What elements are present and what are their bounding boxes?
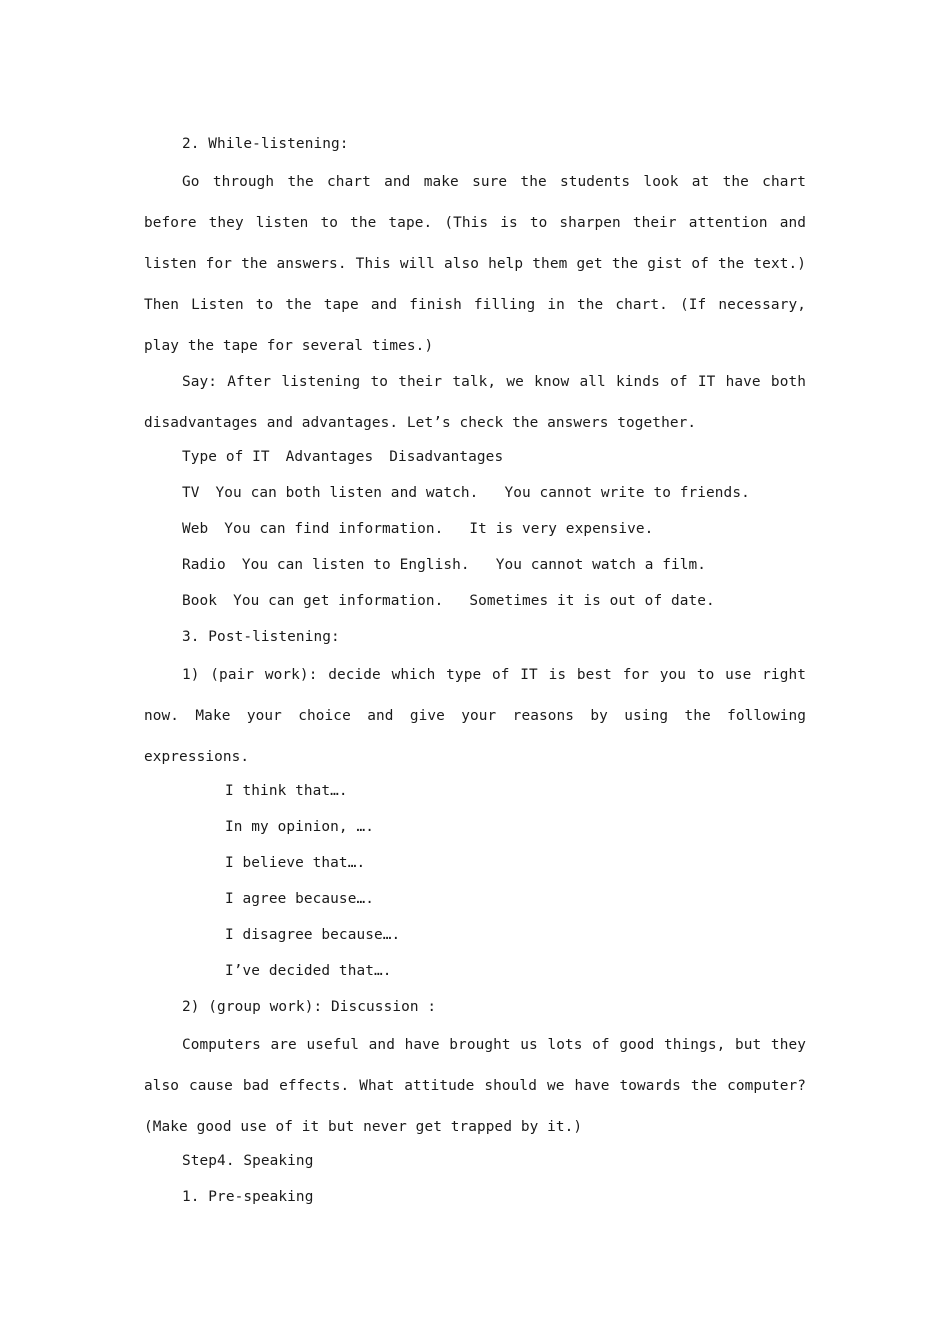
expression-item: I believe that…. xyxy=(225,855,366,871)
chart-row xyxy=(144,511,806,547)
expression-item: In my opinion, …. xyxy=(225,819,374,835)
chart-row xyxy=(144,583,806,619)
chart-row xyxy=(144,547,806,583)
chart-cell-advantage: You can find information. xyxy=(224,521,444,537)
chart-cell-disadvantage: Sometimes it is out of date. xyxy=(469,593,715,609)
expression-list xyxy=(144,773,806,989)
expression-item: I agree because…. xyxy=(225,891,374,907)
chart-cell-advantage: You can listen to English. xyxy=(241,557,470,573)
computers-paragraph: Computers are useful and have brought us lots of good things, but they also cause bad effects. What attitude should we have towards the computer? (Make good use of it but never get trapped by it.) xyxy=(144,1037,806,1135)
chart-header-row xyxy=(144,439,806,475)
it-chart xyxy=(144,439,806,619)
pair-work-paragraph: 1) (pair work): decide which type of IT is best for you to use right now. Make your choice and give your reasons by using the following expressions. xyxy=(144,667,806,765)
chart-cell-disadvantage: It is very expensive. xyxy=(469,521,654,537)
chart-cell-advantage: You can get information. xyxy=(233,593,444,609)
chart-header-type: Type of IT xyxy=(182,449,270,465)
expression-item: I disagree because…. xyxy=(225,927,401,943)
chart-cell-disadvantage: You cannot watch a film. xyxy=(495,557,707,573)
step4-heading: Step4. Speaking xyxy=(182,1153,314,1169)
chart-cell-advantage: You can both listen and watch. xyxy=(215,485,479,501)
expression-item: I’ve decided that…. xyxy=(225,963,392,979)
group-work-heading: 2) (group work): Discussion : xyxy=(182,999,437,1015)
while-listening-heading: 2. While-listening: xyxy=(182,136,349,152)
chart-cell-type: Radio xyxy=(182,557,226,573)
document-page xyxy=(144,126,806,1215)
chart-cell-type: TV xyxy=(182,485,200,501)
chart-cell-disadvantage: You cannot write to friends. xyxy=(504,485,750,501)
chart-cell-type: Book xyxy=(182,593,218,609)
chart-header-advantages: Advantages xyxy=(285,449,374,465)
expression-item: I think that…. xyxy=(225,783,348,799)
chart-header-disadvantages: Disadvantages xyxy=(389,449,504,465)
pre-speaking-heading: 1. Pre-speaking xyxy=(182,1189,314,1205)
while-listening-paragraph: Go through the chart and make sure the students look at the chart before they listen to the tape. (This is to sharpen their attention and listen for the answers. This will also help them get the gist of the text.) Then Listen to the tape and finish filling in the chart. (If necessary, play the tape for several times.) xyxy=(144,174,806,354)
chart-row xyxy=(144,475,806,511)
say-paragraph: Say: After listening to their talk, we know all kinds of IT have both disadvantages and advantages. Let’s check the answers together. xyxy=(144,374,806,431)
chart-cell-type: Web xyxy=(182,521,209,537)
post-listening-heading: 3. Post-listening: xyxy=(182,629,340,645)
